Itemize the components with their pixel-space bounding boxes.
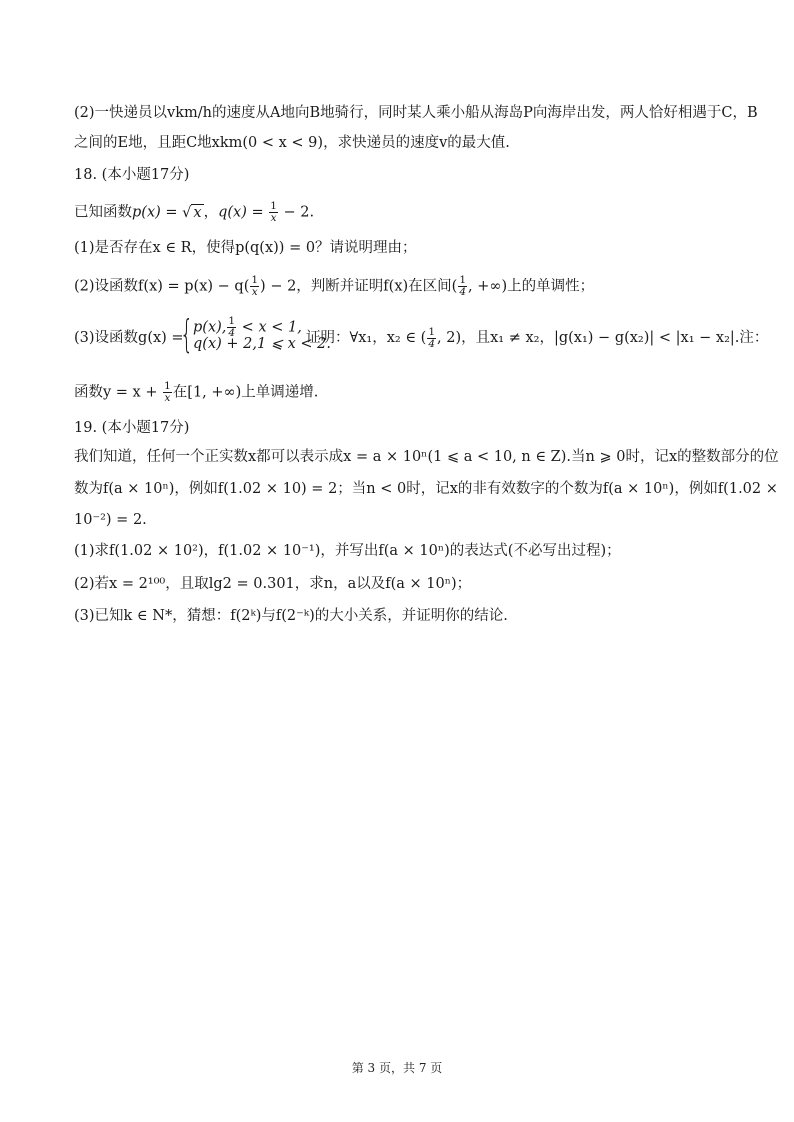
q18-given: [74, 201, 724, 224]
q19-line3: 10⁻²) = 2.: [74, 512, 147, 528]
q19-part3: (3)已知k ∈ N*，猜想：f(2ᵏ)与f(2⁻ᵏ)的大小关系，并证明你的结论.: [74, 608, 508, 624]
q18-note: [74, 381, 724, 404]
q18-given-prefix: 已知函数: [74, 204, 132, 221]
q17-part2-line1: (2)一快递员以vkm/h的速度从A地向B地骑行，同时某人乘小船从海岛P向海岸出发，两人恰好相遇于C，B: [74, 105, 758, 121]
q18-given-p: p(x) =: [132, 204, 183, 221]
fraction: [163, 381, 172, 404]
fraction: [250, 275, 259, 298]
case1-expr: p(x),: [193, 319, 227, 336]
q19-part2: (2)若x = 2¹⁰⁰，且取lg2 = 0.301，求n，a以及f(a × 10ⁿ)；: [74, 576, 472, 592]
sqrt-symbol: √ x: [182, 204, 202, 221]
q18-part3: [74, 312, 769, 356]
note-text-a: 函数y = x +: [74, 384, 163, 401]
q19-line1: 我们知道，任何一个正实数x都可以表示成x = a × 10ⁿ(1 ⩽ a < 10, n ∈ Z).当n ⩾ 0时，记x的整数部分的位: [74, 449, 779, 465]
page-footer: 第 3 页，共 7 页: [351, 1061, 443, 1075]
fraction-denominator: x: [270, 212, 277, 224]
fraction: [269, 201, 278, 224]
q18-part2: [74, 275, 724, 298]
q17-part2-line2: 之间的E地，且距C地xkm(0 < x < 9)，求快递员的速度v的最大值.: [74, 135, 510, 151]
fraction-denominator: x: [164, 392, 171, 404]
q18-given-sep: ，: [203, 204, 219, 221]
q18-part2-text-c: , +∞)上的单调性；: [468, 278, 595, 295]
q18-part3-label: (3)设函数g(x) =: [74, 330, 184, 346]
proof-text-a: 证明：∀x₁，x₂ ∈ (: [306, 330, 427, 346]
q18-given-p-radicand: x: [193, 204, 202, 221]
fraction-numerator: 1: [228, 315, 236, 327]
fraction-denominator: 4: [428, 337, 436, 350]
fraction: [427, 327, 436, 350]
q18-given-q: q(x) =: [218, 204, 269, 221]
q18-given-q-tail: − 2.: [278, 204, 315, 221]
proof-text-b: , 2)，且x₁ ≠ x₂，|g(x₁) − g(x₂)| < |x₁ − x₂|.注：: [437, 330, 769, 346]
fraction-denominator: 4: [228, 327, 236, 339]
fraction-numerator: 1: [270, 200, 277, 212]
q18-part1: (1)是否存在x ∈ R，使得p(q(x)) = 0？请说明理由；: [74, 240, 417, 256]
fraction-numerator: 1: [428, 325, 436, 338]
fraction-numerator: 1: [251, 274, 259, 286]
q19-line2: 数为f(a × 10ⁿ)，例如f(1.02 × 10) = 2；当n < 0时，记x的非有效数字的个数为f(a × 10ⁿ)，例如f(1.02 ×: [74, 481, 778, 497]
q19-header: 19. (本小题17分): [74, 420, 190, 436]
fraction-numerator: 1: [164, 380, 171, 392]
case1-range: < x < 1,: [237, 319, 302, 336]
note-text-b: 在[1, +∞)上单调递增.: [172, 384, 319, 401]
q19-part1: (1)求f(1.02 × 10²)，f(1.02 × 10⁻¹)，并写出f(a × 10ⁿ)的表达式(不必写出过程)；: [74, 543, 621, 559]
left-brace-icon: {: [180, 312, 194, 356]
fraction-denominator: 4: [459, 286, 466, 298]
fraction: [458, 275, 467, 298]
fraction-numerator: 1: [459, 274, 466, 286]
fraction-denominator: x: [251, 286, 258, 298]
q18-part3-case2: q(x) + 2,1 ⩽ x < 2.: [193, 336, 331, 352]
q18-part2-text-b: ) − 2，判断并证明f(x)在区间(: [260, 278, 458, 295]
q18-part3-proof: [306, 326, 768, 350]
q18-part2-text-a: (2)设函数f(x) = p(x) − q(: [74, 278, 250, 295]
q18-header: 18. (本小题17分): [74, 167, 190, 183]
